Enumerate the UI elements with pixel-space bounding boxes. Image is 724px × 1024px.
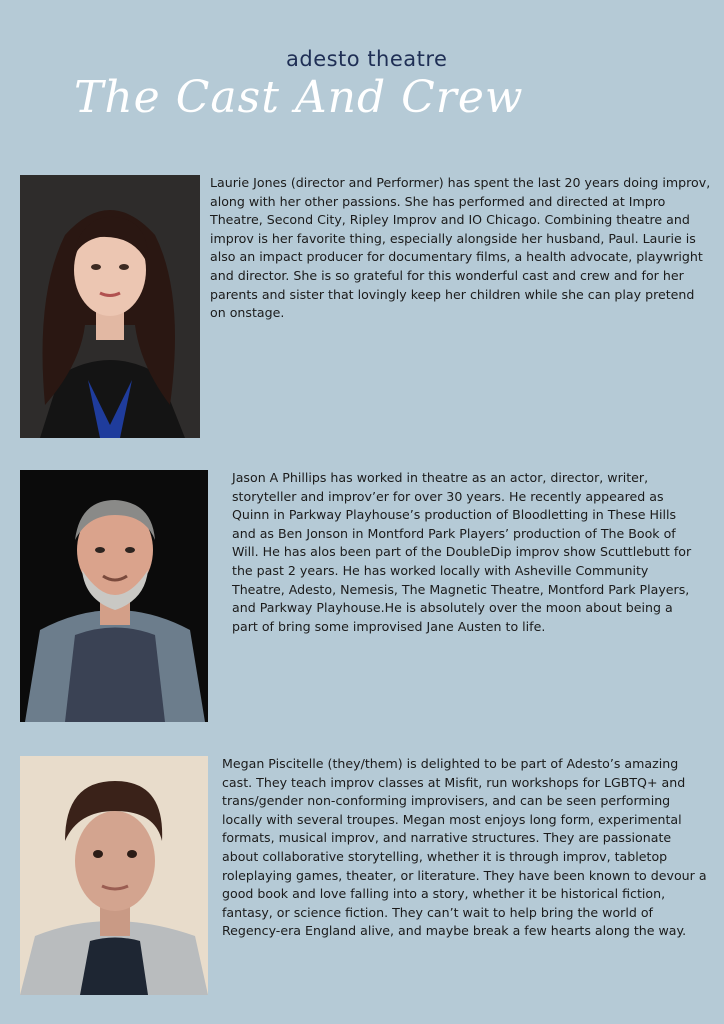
- member-bio-1: Laurie Jones (director and Performer) has spent the last 20 years doing improv, along with her other passions. She has performed and directed at Impro Theatre, Second City, Ripley Improv and IO Chicago. Combining theatre and improv is her favorite thing, especially alongside her husband, Paul. Laurie is also an impact producer for documentary films, a health advocate, playwright and director. She is so grateful for this wonderful cast and crew and for her parents and sister that lovingly keep her children while she can play pretend on onstage.: [210, 175, 711, 321]
- page-title: The Cast And Crew: [74, 72, 524, 123]
- brand-name: adesto theatre: [286, 47, 448, 71]
- member-bio-3: Megan Piscitelle (they/them) is delighted to be part of Adesto’s amazing cast. They teach improv classes at Misfit, run workshops for LGBTQ+ and trans/gender non-conforming improvisers, and can be seen performing locally with several troupes. Megan most enjoys long form, experimental formats, musical improv, and narrative structures. They are passionate about collaborative storytelling, whether it is through improv, tabletop roleplaying games, theater, or literature. They have been known to devour a good book and love falling into a story, whether it be historical fiction, fantasy, or science fiction. They can’t wait to help bring the world of Regency-era England alive, and maybe break a few hearts along the way.: [222, 756, 707, 939]
- member-bio-2: Jason A Phillips has worked in theatre as an actor, director, writer, storyteller and improv’er for over 30 years. He recently appeared as Quinn in Parkway Playhouse’s production of Bloodletting in These Hills and as Ben Jonson in Montford Park Players’ production of The Book of Will. He has alos been part of the DoubleDip improv show Scuttlebutt for the past 2 years. He has worked locally with Asheville Community Theatre, Adesto, Nemesis, The Magnetic Theatre, Montford Park Players, and Parkway Playhouse.He is absolutely over the moon about being a part of bring some improvised Jane Austen to life.: [232, 470, 692, 634]
- portrait-photo-3: [20, 756, 208, 995]
- portrait-photo-2: [20, 470, 208, 722]
- portrait-photo-1: [20, 175, 200, 438]
